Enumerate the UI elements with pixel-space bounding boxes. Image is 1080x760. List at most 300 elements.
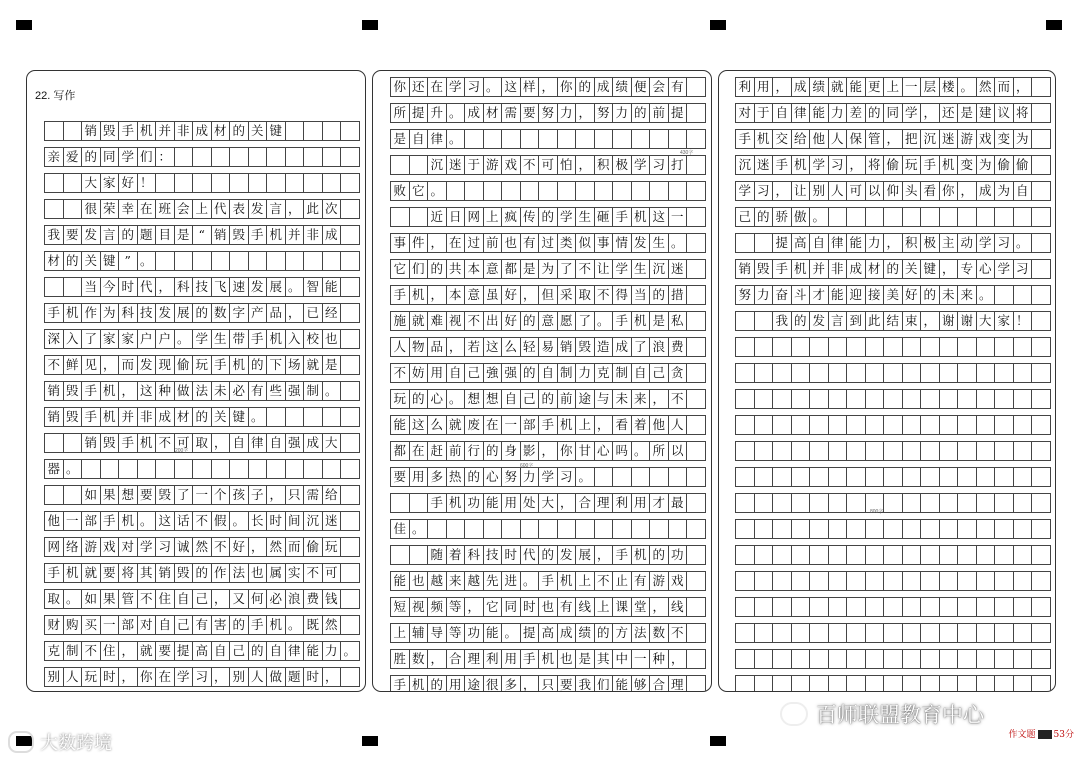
grid-cell: ， [322,667,342,687]
grid-cell: 提 [668,103,688,123]
grid-row [44,329,359,349]
grid-cell: 好 [501,285,521,305]
grid-cell [920,675,940,692]
grid-cell: 意 [464,285,484,305]
grid-cell: 短 [390,597,410,617]
grid-cell: 数 [649,623,669,643]
grid-cell [63,199,83,219]
grid-cell: 不 [390,363,410,383]
grid-cell: 事 [390,233,410,253]
grid-cell [846,389,866,409]
grid-cell: 的 [538,389,558,409]
grid-cell: 手 [390,675,410,692]
grid-cell: 入 [285,329,305,349]
grid-cell [846,441,866,461]
grid-cell: 然 [322,615,342,635]
grid-cell [340,615,360,635]
grid-cell [1013,207,1033,227]
grid-cell: 力 [828,103,848,123]
grid-cell: 自 [211,641,231,661]
grid-cell: 制 [63,641,83,661]
grid-cell: 自 [538,363,558,383]
grid-cell: ， [649,389,669,409]
grid-cell [902,467,922,487]
grid-cell: 玩 [192,355,212,375]
grid-cell [81,459,101,479]
grid-cell: 键 [920,259,940,279]
grid-cell: 才 [809,285,829,305]
grid-cell: 的 [791,311,811,331]
grid-cell: 其 [137,563,157,583]
grid-cell: 的 [483,441,503,461]
grid-cell: 好 [229,537,249,557]
grid-cell: 的 [248,355,268,375]
grid-cell: 强 [285,433,305,453]
grid-cell: 们 [409,259,429,279]
grid-cell: ， [772,181,792,201]
grid-cell: 关 [211,407,231,427]
grid-cell [902,207,922,227]
grid-cell: 毁 [174,563,194,583]
grid-cell: 的 [118,225,138,245]
grid-cell: 机 [409,285,429,305]
grid-cell [649,519,669,539]
grid-cell [735,649,755,669]
grid-cell [340,303,360,323]
grid-cell: 个 [211,485,231,505]
grid-cell [976,389,996,409]
grid-cell [557,519,577,539]
grid-cell [1013,545,1033,565]
grid-cell: 保 [846,129,866,149]
registration-mark [710,736,726,746]
grid-cell [994,441,1014,461]
grid-cell: 品 [427,337,447,357]
grid-cell [248,173,268,193]
grid-cell [809,467,829,487]
grid-cell [686,675,706,692]
grid-cell [809,389,829,409]
grid-cell: 也 [538,597,558,617]
grid-cell [883,649,903,669]
grid-cell [735,519,755,539]
grid-cell [1031,363,1051,383]
grid-cell: 班 [155,199,175,219]
grid-cell: 种 [649,649,669,669]
grid-cell [828,649,848,669]
grid-cell: 有 [557,597,577,617]
grid-cell: 我 [44,225,64,245]
grid-cell: 心 [976,259,996,279]
grid-cell [322,407,342,427]
grid-cell [631,467,651,487]
grid-cell: ， [118,667,138,687]
grid-cell [791,337,811,357]
grid-cell: 专 [957,259,977,279]
grid-cell [957,597,977,617]
grid-cell: 这 [483,337,503,357]
grid-row [735,623,1050,643]
grid-cell: ， [846,155,866,175]
grid-cell: 钱 [322,589,342,609]
grid-cell: 胜 [390,649,410,669]
grid-cell [939,467,959,487]
grid-cell: 机 [118,511,138,531]
grid-cell: 财 [44,615,64,635]
grid-cell [303,251,323,271]
grid-cell: 不 [464,311,484,331]
grid-cell [1031,285,1051,305]
grid-cell [1013,337,1033,357]
grid-cell: 成 [464,103,484,123]
grid-cell: 律 [248,433,268,453]
grid-cell [340,459,360,479]
grid-cell: 事 [594,233,614,253]
grid-cell [192,147,212,167]
grid-cell: 你 [557,77,577,97]
grid-cell: 机 [557,571,577,591]
grid-cell [865,207,885,227]
grid-cell: 用 [446,675,466,692]
grid-cell: 要 [520,103,540,123]
grid-cell: 将 [1013,103,1033,123]
grid-cell: 不 [668,389,688,409]
grid-cell: 戏 [976,129,996,149]
grid-cell: 迷 [939,129,959,149]
grid-cell [686,441,706,461]
grid-cell [44,433,64,453]
grid-cell: 实 [285,563,305,583]
grid-cell [118,459,138,479]
grid-cell: 能 [483,493,503,513]
grid-cell: 给 [791,129,811,149]
grid-cell [686,285,706,305]
grid-cell [920,623,940,643]
grid-cell: 手 [248,329,268,349]
grid-cell [994,207,1014,227]
grid-cell: 可 [174,433,194,453]
grid-cell [754,597,774,617]
grid-cell: 买 [81,615,101,635]
grid-cell: 己 [520,389,540,409]
grid-cell: 采 [557,285,577,305]
grid-cell: 自 [266,433,286,453]
grid-cell: 前 [483,233,503,253]
grid-cell: 材 [483,103,503,123]
grid-cell [828,675,848,692]
grid-cell: 有 [520,233,540,253]
grid-cell: ！ [1013,311,1033,331]
grid-row [390,259,705,279]
grid-cell: 生 [649,233,669,253]
grid-cell [902,649,922,669]
wechat-icon [780,702,808,726]
grid-cell: 也 [248,563,268,583]
grid-row [390,493,705,513]
grid-cell: 这 [155,511,175,531]
grid-cell [791,597,811,617]
grid-cell [322,121,342,141]
grid-cell: 就 [446,415,466,435]
grid-cell: ， [464,597,484,617]
grid-cell [754,233,774,253]
grid-cell [1013,467,1033,487]
grid-row [735,363,1050,383]
grid-cell: 可 [322,563,342,583]
grid-row [390,77,705,97]
grid-cell [1031,623,1051,643]
grid-cell: 克 [44,641,64,661]
grid-cell: 的 [594,623,614,643]
grid-cell: 必 [229,381,249,401]
grid-cell [557,181,577,201]
grid-cell: 如 [81,589,101,609]
grid-cell [939,207,959,227]
grid-cell [772,363,792,383]
grid-row [735,129,1050,149]
grid-cell: 学 [118,147,138,167]
grid-cell [939,441,959,461]
grid-cell [594,129,614,149]
grid-cell [976,545,996,565]
grid-cell: 学 [557,207,577,227]
grid-cell [686,519,706,539]
grid-cell [686,649,706,669]
grid-cell: ， [118,641,138,661]
grid-cell [686,623,706,643]
grid-cell: 作 [81,303,101,323]
grid-row [390,129,705,149]
grid-row [44,641,359,661]
grid-cell [44,485,64,505]
grid-cell: 自 [155,615,175,635]
grid-cell: ， [1013,77,1033,97]
grid-cell: 今 [100,277,120,297]
grid-cell [809,493,829,513]
grid-cell [939,519,959,539]
grid-cell: 你 [939,181,959,201]
grid-cell: 键 [229,407,249,427]
grid-cell: 玩 [902,155,922,175]
grid-cell: 用 [501,493,521,513]
grid-cell: 自 [174,589,194,609]
grid-cell [772,441,792,461]
grid-cell: 经 [322,303,342,323]
answer-sheet-panel-right [718,70,1056,692]
grid-cell: 疯 [501,207,521,227]
grid-cell [809,649,829,669]
grid-cell: 力 [322,641,342,661]
grid-row [44,277,359,297]
grid-cell [100,459,120,479]
registration-mark [362,20,378,30]
grid-cell: 机 [409,675,429,692]
grid-cell [883,363,903,383]
grid-cell: 合 [446,649,466,669]
grid-cell: 差 [846,103,866,123]
grid-cell: 利 [483,649,503,669]
grid-cell: 了 [575,311,595,331]
grid-cell [285,147,305,167]
grid-cell: 理 [464,649,484,669]
grid-cell: 的 [427,259,447,279]
grid-cell: 意 [483,259,503,279]
grid-cell: 住 [155,589,175,609]
grid-cell [828,337,848,357]
grid-cell: 己 [174,615,194,635]
grid-cell [735,441,755,461]
grid-cell: 。 [248,407,268,427]
grid-cell [155,251,175,271]
grid-cell: 怕 [557,155,577,175]
grid-cell: 着 [631,415,651,435]
grid-cell [631,181,651,201]
grid-cell [883,207,903,227]
grid-cell: 发 [809,311,829,331]
grid-cell [939,675,959,692]
grid-cell: 玩 [81,667,101,687]
grid-cell: ， [285,199,305,219]
grid-cell: 毁 [100,433,120,453]
grid-cell: 法 [192,381,212,401]
grid-cell: 机 [229,355,249,375]
grid-cell: 不 [44,355,64,375]
grid-cell: ， [649,597,669,617]
grid-cell [538,519,558,539]
grid-cell: 积 [902,233,922,253]
grid-cell: 不 [594,285,614,305]
grid-cell [1031,259,1051,279]
grid-cell: 然 [266,537,286,557]
grid-cell [976,623,996,643]
grid-cell: 一 [192,485,212,505]
grid-cell: 很 [483,675,503,692]
grid-cell: 交 [772,129,792,149]
grid-cell: 数 [409,649,429,669]
grid-cell: 一 [501,415,521,435]
grid-cell: 贪 [668,363,688,383]
grid-cell [902,389,922,409]
grid-cell: 网 [464,207,484,227]
grid-cell: 物 [409,337,429,357]
grid-cell [976,415,996,435]
grid-cell: 发 [155,303,175,323]
grid-cell: 的 [649,285,669,305]
grid-cell: 必 [266,589,286,609]
grid-cell: 。 [957,77,977,97]
grid-cell: 提 [520,623,540,643]
grid-cell: 需 [303,485,323,505]
grid-cell: 同 [883,103,903,123]
grid-cell: 措 [668,285,688,305]
grid-cell: 毁 [100,121,120,141]
grid-row [44,407,359,427]
grid-cell: 越 [464,571,484,591]
grid-cell: 还 [409,77,429,97]
grid-cell [828,597,848,617]
grid-cell: 作 [211,563,231,583]
grid-cell: 深 [44,329,64,349]
grid-cell: 难 [427,311,447,331]
grid-row [735,207,1050,227]
grid-cell: 用 [409,467,429,487]
grid-cell [612,467,632,487]
grid-cell [612,129,632,149]
grid-cell [538,129,558,149]
grid-cell: 如 [81,485,101,505]
grid-cell: 砸 [594,207,614,227]
grid-cell [735,545,755,565]
grid-cell [828,493,848,513]
grid-cell: 材 [865,259,885,279]
grid-cell: 偷 [303,537,323,557]
grid-cell [939,389,959,409]
grid-cell [303,173,323,193]
grid-cell: 主 [939,233,959,253]
grid-cell: 我 [575,675,595,692]
grid-cell: 们 [137,147,157,167]
grid-cell: 时 [118,277,138,297]
grid-cell: 用 [631,493,651,513]
grid-cell [883,545,903,565]
grid-cell: 管 [118,589,138,609]
grid-cell: 要 [557,675,577,692]
grid-cell: 力 [520,467,540,487]
grid-cell: 议 [994,103,1014,123]
grid-cell [846,415,866,435]
grid-cell [957,545,977,565]
grid-cell: 利 [735,77,755,97]
grid-cell [883,571,903,591]
grid-cell: 销 [211,225,231,245]
grid-cell: 都 [501,259,521,279]
grid-cell: 机 [631,311,651,331]
grid-cell: 。 [285,615,305,635]
grid-cell: 有 [192,615,212,635]
grid-cell [828,441,848,461]
grid-cell: 机 [791,155,811,175]
grid-cell [1013,285,1033,305]
grid-cell [174,173,194,193]
grid-cell: 人 [248,667,268,687]
grid-cell [883,467,903,487]
grid-cell: 赶 [427,441,447,461]
grid-row [735,285,1050,305]
grid-cell [957,649,977,669]
grid-cell [575,181,595,201]
grid-cell: 他 [649,415,669,435]
grid-cell [809,441,829,461]
grid-cell: 力 [754,285,774,305]
grid-cell [1031,389,1051,409]
grid-cell: 游 [649,571,669,591]
grid-cell: 于 [754,103,774,123]
grid-cell: 做 [266,667,286,687]
grid-cell: 展 [174,303,194,323]
grid-cell [686,389,706,409]
grid-cell [340,199,360,219]
grid-cell: 目 [155,225,175,245]
grid-cell: 机 [754,129,774,149]
grid-cell: 也 [409,571,429,591]
grid-row [390,519,705,539]
grid-cell: 能 [846,77,866,97]
grid-cell: 部 [81,511,101,531]
grid-cell: 是 [649,311,669,331]
grid-cell: 种 [155,381,175,401]
grid-row [44,485,359,505]
grid-cell [976,363,996,383]
